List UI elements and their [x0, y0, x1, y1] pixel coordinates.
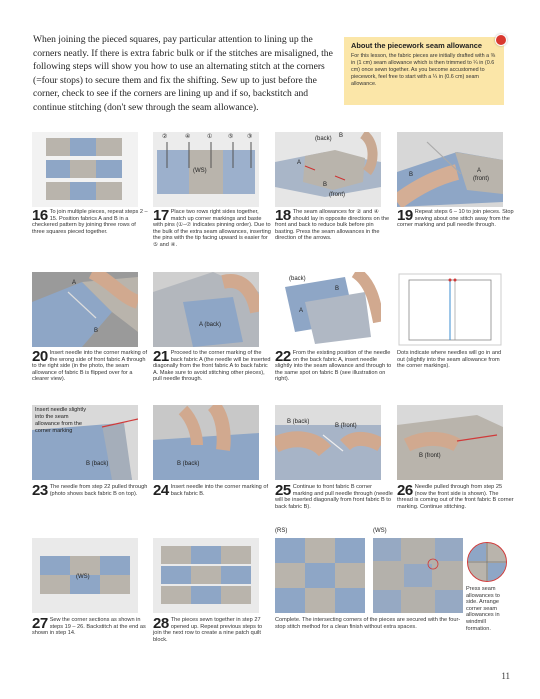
label-a: A	[299, 308, 304, 314]
dots-illustration	[397, 272, 503, 347]
back-label: (back)	[289, 276, 306, 282]
step-22: 22 From the existing position of the needle on the back fabric A, insert needle slightly into the seam allowance and through to the same spot on fabric B (see illustration on right).	[275, 348, 392, 383]
step-21: 21 Proceed to the corner marking of the back fabric A (the needle will be inserted diagonally from the front fabric A to back fabric A. Make sure to avoid stitching other pieces), pull needle through.	[153, 348, 271, 383]
windmill-closeup	[467, 542, 507, 582]
label-b: B	[94, 328, 99, 334]
step-23: 23 The needle from step 22 pulled through (photo shows back fabric B on top).	[32, 482, 148, 499]
pin-order-4: ④	[185, 134, 191, 140]
complete-front-photo	[275, 538, 365, 613]
intro-paragraph: When joining the pieced squares, pay particular attention to lining up the corners neatly. If there is extra fabric bulk or if the stitches are misaligned, the following steps will show you how to use an alternating stitch at the corners (=four stops) to secure them and fix the shifting. Sew up to just before the corner, check to see if the corners are lining up and if so, backstitch and continue stitching (don't sew through the seam allowance).	[33, 34, 333, 113]
photo-step-24	[153, 405, 259, 480]
step-25: 25 Continue to front fabric B corner marking and pull needle through (needle will be inserted diagonally from front fabric B to back fabric B).	[275, 482, 393, 510]
label-b: B	[335, 286, 340, 292]
press-note: Press seam allowances to side. Arrange corner seam allowances in windmill formation.	[466, 586, 500, 632]
label-b: B	[339, 133, 344, 139]
front-label: (front)	[473, 176, 490, 182]
photo-step-25	[275, 405, 381, 480]
step-26: 26 Needle pulled through from step 25 (now the front side is shown). The thread is coming out of the front fabric B corner marking. Continue stitching.	[397, 482, 514, 510]
photo-step-23	[32, 405, 138, 480]
ws-label: (WS)	[76, 574, 90, 580]
photo-step-17	[153, 132, 259, 207]
a-back-label: A (back)	[199, 322, 222, 328]
photo-step-21	[153, 272, 259, 347]
back-label: (back)	[315, 136, 332, 142]
pin-order-1: ①	[207, 134, 213, 140]
photo-step-16	[32, 132, 138, 207]
pin-order-5: ⑤	[228, 134, 234, 140]
label-a: A	[477, 168, 482, 174]
page-number: 11	[501, 671, 510, 681]
note-body: For this lesson, the fabric pieces are initially drafted with a ⅜ in (1 cm) seam allowance which is then trimmed to ¼ in (0.6 cm) once sewn together. As you become accustomed to piecework, feel free to start with a ¼ in (0.6 cm) seam allowance.	[351, 53, 496, 87]
photo-step-18	[275, 132, 381, 207]
pin-order-2: ②	[162, 134, 168, 140]
step-24: 24 Insert needle into the corner marking of back fabric B.	[153, 482, 269, 499]
dots-note: Dots indicate where needles will go in and out (slightly into the seam allowance from the corner markings).	[397, 350, 502, 370]
ws-label: (WS)	[193, 168, 207, 174]
pin-icon	[495, 34, 507, 46]
front-label: (front)	[329, 192, 346, 198]
b-back-label: B (back)	[287, 419, 310, 425]
complete-note: Complete. The intersecting corners of the pieces are secured with the four-stop stitch method for a clean finish without extra spaces.	[275, 617, 461, 630]
b-back-label: B (back)	[86, 461, 109, 467]
ws-label: (WS)	[373, 528, 387, 534]
label-a: A	[297, 160, 302, 166]
step-20: 20 Insert needle into the corner marking of the wrong side of front fabric A through to the right side (in the photo, the seam allowance of fabric B is flipped over for a clearer view).	[32, 348, 148, 383]
photo-step-28	[153, 538, 259, 613]
rs-label: (RS)	[275, 528, 288, 534]
b-front-label: B (front)	[419, 453, 441, 459]
step-27: 27 Sew the corner sections as shown in steps 19 – 26. Backstitch at the end as shown in step 14.	[32, 615, 146, 637]
b-front-label: B (front)	[335, 423, 357, 429]
photo-step-26	[397, 405, 503, 480]
label-b2: B	[323, 182, 328, 188]
note-title: About the piecework seam allowance	[351, 41, 483, 50]
photo-step-19	[397, 132, 503, 207]
label-a: A	[72, 280, 77, 286]
photo-step-27	[32, 538, 138, 613]
step-19: 19 Repeat steps 6 – 10 to join pieces. Stop sewing about one stitch away from the corner marking and pull needle through.	[397, 207, 514, 229]
label-b: B	[409, 172, 414, 178]
insert-needle-callout: Insert needle slightly into the seam allowance from the corner marking	[35, 407, 86, 434]
b-back-label: B (back)	[177, 461, 200, 467]
step-17: 17 Place two rows right sides together, match up corner markings and baste with pins (①–⑦ indicates pinning order). Due to the bulk of the extra seam allowances, inserting the pins with the tip facing upward is easier for ⑤ and ④.	[153, 207, 271, 248]
photo-step-20	[32, 272, 138, 347]
photo-step-22	[275, 272, 381, 347]
pin-order-3: ③	[247, 134, 253, 140]
step-28: 28 The pieces sewn together in step 27 opened up. Repeat previous steps to join the next row to create a nine patch quilt block.	[153, 615, 263, 643]
step-16: 16 To join multiple pieces, repeat steps 2 – 15. Position fabrics A and B in a checkered pattern by joining three rows of three squares pieced together.	[32, 207, 148, 235]
seam-allowance-note	[344, 37, 504, 105]
complete-back-photo	[373, 538, 463, 613]
step-18: 18 The seam allowances for ② and ④ should lay in opposite directions on the front and back to reduce bulk before pin basting. Press the seam allowances in the direction of the arrows.	[275, 207, 390, 242]
